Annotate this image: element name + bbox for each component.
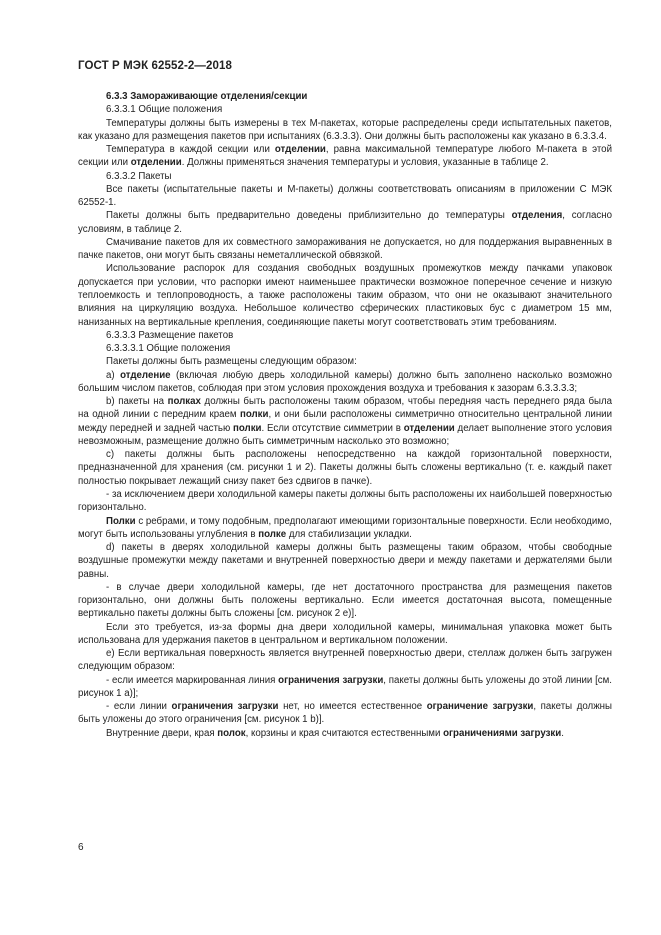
defined-term: полок (217, 727, 246, 739)
text-segment: Пакеты должны быть предварительно доведены приблизительно до температуры (106, 210, 512, 222)
paragraph (78, 183, 612, 210)
text-segment: е) Если вертикальная поверхность является внутренней поверхностью двери, стеллаж должен быть загружен следующим образом: (78, 648, 612, 673)
paragraph (78, 209, 612, 236)
text-segment: , пакеты должны быть уложены до этого ограничения [см. рисунок 1 b)]. (78, 701, 612, 726)
text-segment: для стабилизации укладки. (286, 528, 412, 540)
document-header: ГОСТ Р МЭК 62552-2—2018 (78, 60, 232, 72)
paragraph (78, 515, 612, 542)
text-segment: Смачивание пакетов для их совместного замораживания не допускается, но для поддержания выравненных в пачке пакетов, они могут быть связаны неметаллической обвязкой. (78, 236, 612, 262)
text-segment: делает выполнение этого условия невозможным, размещение должно быть симметричным насколько это возможно; (78, 422, 612, 447)
defined-term: Полки (106, 515, 136, 527)
paragraph (78, 369, 612, 396)
paragraph (78, 647, 612, 674)
paragraph (78, 581, 612, 621)
text-segment: . Должны применяться значения температуры и условия, указанные в таблице 2. (181, 157, 549, 169)
paragraph (78, 727, 612, 740)
text-segment: - за исключением двери холодильной камеры пакеты должны быть расположены их наибольшей поверхностью горизонтально. (78, 488, 612, 514)
text-segment: Внутренние двери, края (106, 727, 218, 739)
paragraph (78, 448, 612, 488)
text-segment: Температура в каждой секции или (106, 144, 275, 156)
text-segment: , согласно условиям, в таблице 2. (78, 210, 612, 235)
defined-term: отделении (130, 157, 182, 169)
text-segment: . Если отсутствие симметрии в (261, 422, 404, 434)
paragraph (78, 170, 612, 183)
defined-term: ограничения загрузки (171, 701, 279, 713)
defined-term: ограничениями загрузки (443, 727, 562, 739)
text-segment: Если это требуется, из-за формы дна двери холодильной камеры, минимальная упаковка может быть использована для удержания пакетов в центральном и вертикальном положении. (78, 621, 612, 646)
text-segment: с) пакеты должны быть расположены непосредственно на каждой горизонтальной поверхности, предназначенной для хранения (см. рисунки 1 и 2). Пакеты должны быть сложены вертикально (т. е. каждый пакет полностью покрывает лежащий снизу пакет без сдвигов в пачке). (78, 449, 612, 487)
text-segment: , равна максимальной температуре любого М-пакета в этой секции или (78, 144, 612, 169)
paragraph (78, 488, 612, 515)
paragraph (78, 103, 612, 116)
paragraph (78, 143, 612, 170)
text-segment: с ребрами, и тому подобным, предполагают имеющими горизонтальные поверхности. Если необходимо, могут быть использованы углубления в (78, 515, 612, 540)
paragraph (78, 700, 612, 727)
defined-term: полки (233, 422, 262, 434)
paragraph (78, 262, 612, 328)
defined-term: полках (167, 396, 201, 408)
text-segment: 6.3.3.1 Общие положения (106, 104, 223, 116)
text-segment: , корзины и края считаются естественными (245, 727, 444, 739)
text-segment: - если линии (106, 701, 172, 713)
text-segment: . (561, 727, 564, 739)
defined-term: отделения (511, 210, 563, 222)
text-segment: 6.3.3 Замораживающие отделения/секции (106, 91, 308, 102)
text-segment: 6.3.3.3.1 Общие положения (106, 343, 231, 355)
text-segment: , и они были расположены симметрично относительно центральной линии между передней и задней частью (78, 409, 612, 434)
paragraph (78, 395, 612, 448)
text-segment: Температуры должны быть измерены в тех М-пакетах, которые распределены среди испытательных пакетов, как указано для размещения пакетов при испытаниях (6.3.3.3). Они должны быть расположены как указано в 6.3.3.4. (78, 117, 612, 142)
text-segment: - если имеется маркированная линия (106, 674, 279, 686)
defined-term: полки (240, 409, 269, 421)
defined-term: ограничение загрузки (426, 701, 534, 713)
page-number: 6 (78, 842, 84, 853)
text-segment: d) пакеты в дверях холодильной камеры должны быть размещены таким образом, чтобы свободные воздушные промежутки между пакетами и внутренней поверхностью двери и между пакетами и держателями были равны. (78, 542, 612, 580)
text-segment: а) (106, 369, 121, 381)
paragraph (78, 117, 612, 144)
text-segment: - в случае двери холодильной камеры, где нет достаточного пространства для размещения пакетов горизонтально, они должны быть положены вертикально. Если имеется достаточная высота, помещенные вертикально пакеты должны быть сложены [см. рисунок 2 e)]. (78, 581, 612, 620)
paragraph (78, 355, 612, 368)
paragraph (78, 674, 612, 701)
text-segment: 6.3.3.3 Размещение пакетов (106, 329, 234, 341)
paragraph (78, 236, 612, 263)
document-body (78, 90, 612, 740)
paragraph (78, 342, 612, 355)
defined-term: отделение (120, 369, 171, 381)
text-segment: должны быть расположены таким образом, чтобы передняя часть переднего ряда была на одной линии с передним краем (78, 396, 612, 421)
paragraph (78, 329, 612, 342)
text-segment: 6.3.3.2 Пакеты (106, 170, 172, 182)
text-segment: b) пакеты на (106, 396, 168, 408)
defined-term: полке (258, 528, 287, 540)
paragraph (78, 621, 612, 648)
text-segment: Использование распорок для создания свободных воздушных промежутков между пачками упаковок допускается при условии, что распорки имеют наименьшее практически возможное поперечное сечение и низкую теплоемкость и теплопроводность, а также расположены таким образом, что они не оказывают значительного влияния на циркуляцию воздуха. Небольшое количество сферических пластиковых бус с диаметром 15 мм, нанизанных на вертикальные крепления, соединяющие пакеты могут соответствовать этим требованиям. (78, 263, 612, 328)
section-heading (78, 90, 612, 103)
defined-term: ограничения загрузки (278, 674, 384, 686)
text-segment: Пакеты должны быть размещены следующим образом: (106, 356, 357, 368)
text-segment: нет, но имеется естественное (278, 701, 427, 713)
defined-term: отделении (403, 422, 455, 434)
paragraph (78, 541, 612, 581)
text-segment: (включая любую дверь холодильной камеры) должно быть заполнено насколько возможно большим числом пакетов, соблюдая при этом условия прохождения воздуха и требования к зазорам 6.3.3.3.3; (78, 369, 612, 394)
text-segment: , пакеты должны быть уложены до этой линии [см. рисунок 1 а)]; (78, 674, 612, 699)
text-segment: Все пакеты (испытательные пакеты и М-пакеты) должны соответствовать описаниям в приложении С МЭК 62552-1. (78, 183, 612, 209)
defined-term: отделении (274, 144, 326, 156)
